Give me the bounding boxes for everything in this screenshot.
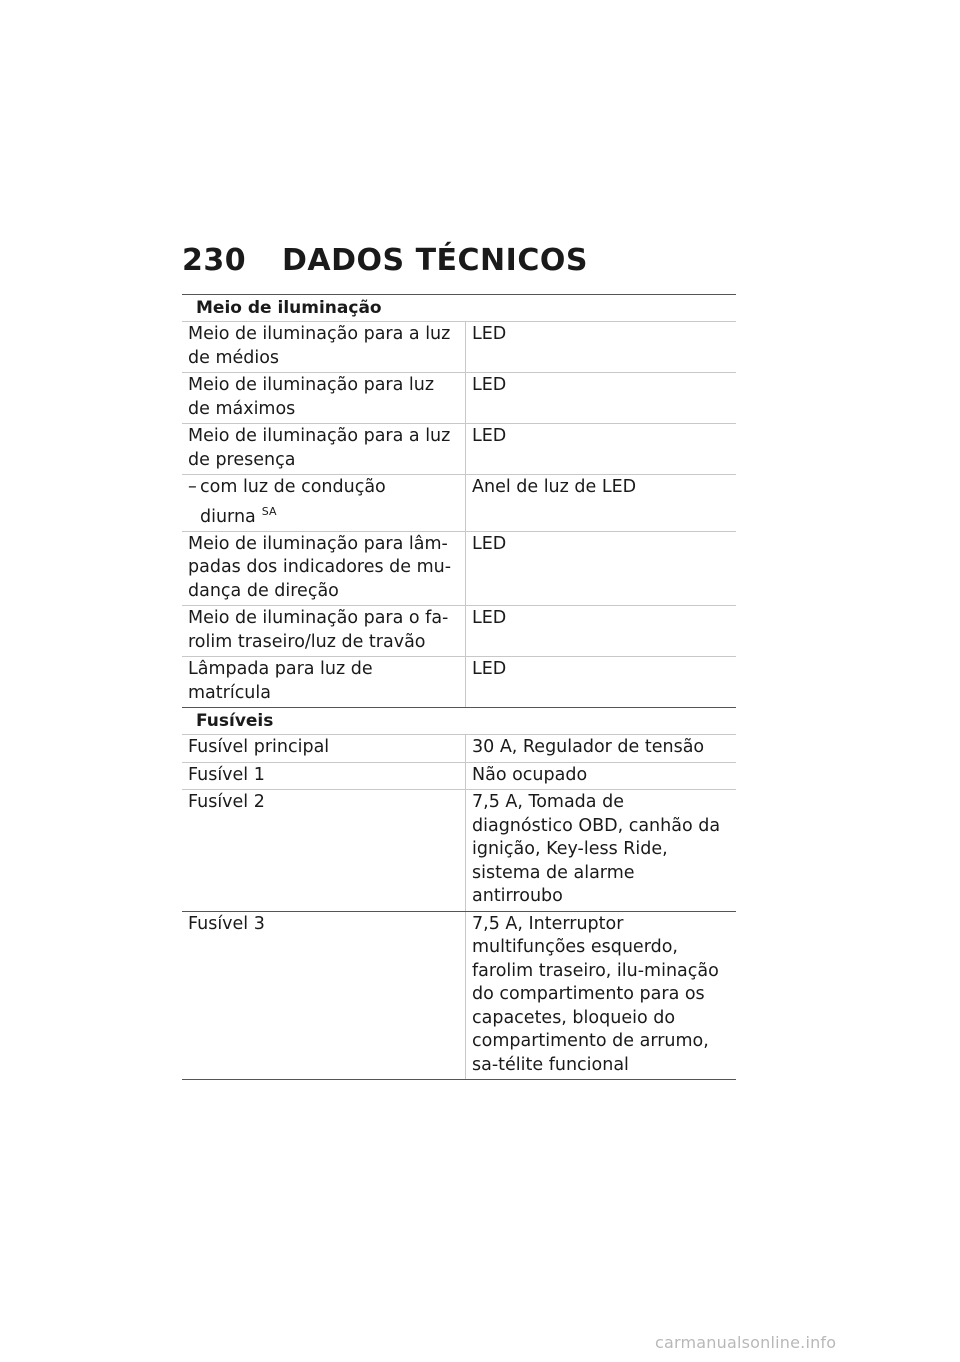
row-value: 7,5 A, Interruptor multifunções esquerdo, farolim traseiro, ilu-minação do compartimento para os capacetes, bloqueio do compartimento de arrumo, sa-télite funcional	[472, 913, 719, 1075]
option-superscript: SA	[261, 504, 277, 518]
table-row	[182, 322, 736, 373]
chapter-title: DADOS TÉCNICOS	[282, 243, 588, 278]
row-label: Fusível 3	[182, 912, 466, 1080]
watermark: carmanualsonline.info	[655, 1333, 837, 1352]
section-title-lighting: Meio de iluminação	[182, 295, 736, 322]
row-label: Meio de iluminação para a luz de médios	[182, 322, 466, 372]
row-label: Fusível 2	[182, 790, 466, 911]
row-label: Fusível 1	[182, 763, 466, 790]
row-value: LED	[472, 608, 507, 629]
table-row	[182, 475, 736, 532]
table-row	[182, 424, 736, 475]
row-label: com luz de condução diurna	[200, 477, 386, 527]
row-label: Meio de iluminação para lâm-padas dos indicadores de mu-dança de direção	[182, 532, 466, 606]
section-title-fuses: Fusíveis	[182, 708, 736, 735]
row-value: LED	[472, 375, 507, 395]
row-value: LED	[472, 324, 507, 344]
row-label-text	[200, 476, 459, 529]
row-value: 7,5 A, Tomada de diagnóstico OBD, canhão da ignição, Key-less Ride, sistema de alarme antirroubo	[472, 792, 721, 907]
table-row	[182, 606, 736, 657]
row-label: Fusível principal	[182, 735, 466, 762]
row-value: Não ocupado	[472, 764, 588, 785]
table-row	[182, 763, 736, 791]
row-label: Meio de iluminação para luz de máximos	[182, 373, 466, 423]
row-value: LED	[472, 659, 507, 680]
table-row	[182, 373, 736, 424]
row-value: LED	[472, 426, 507, 446]
row-label: Meio de iluminação para o fa-rolim traseiro/luz de travão	[182, 606, 466, 656]
table-row	[182, 790, 736, 912]
table-row	[182, 912, 736, 1081]
row-label: Meio de iluminação para a luz de presença	[182, 424, 466, 474]
spec-table	[182, 294, 736, 1080]
row-value: Anel de luz de LED	[472, 477, 637, 497]
table-row	[182, 532, 736, 607]
table-row	[182, 657, 736, 708]
page-header	[182, 243, 742, 283]
dash-list-item	[188, 476, 459, 529]
row-label: Lâmpada para luz de matrícula	[182, 657, 466, 707]
row-value: LED	[472, 533, 507, 554]
row-label-cell	[182, 475, 466, 531]
page-number: 230	[182, 243, 247, 278]
row-value: 30 A, Regulador de tensão	[472, 737, 705, 758]
dash-marker: –	[188, 477, 197, 497]
table-row	[182, 735, 736, 763]
